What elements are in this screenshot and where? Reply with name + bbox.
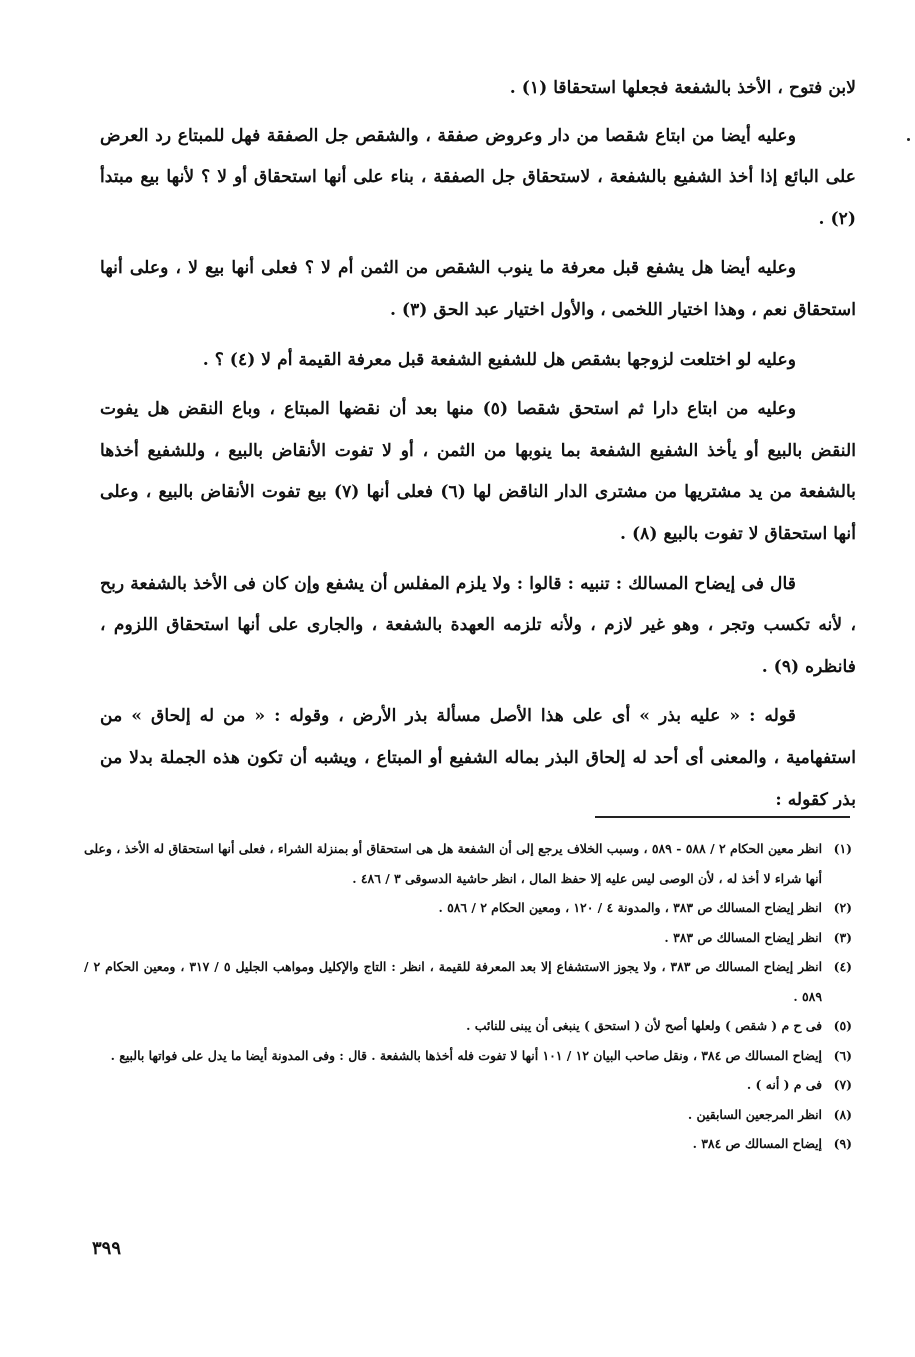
paragraph-3: وعليه أيضا هل يشفع قبل معرفة ما ينوب الشقص من الثمن أم لا ؟ فعلى أنها بيع لا ، وعلى أنها استحقاق نعم ، وهذا اختيار اللخمى ، والأول اختيار عبد الحق (٣) . bbox=[100, 258, 856, 320]
footnote-number: (٢) bbox=[833, 900, 852, 915]
footnote-number: (٣) bbox=[833, 929, 852, 945]
paragraph-1: لابن فتوح ، الأخذ بالشفعة فجعلها استحقاقا (١) . bbox=[509, 78, 856, 98]
footnote bbox=[84, 893, 852, 923]
page-number: ٣٩٩ bbox=[92, 1238, 122, 1259]
footnote-text: إيضاح المسالك ص ٣٨٤ . bbox=[692, 1136, 822, 1151]
footnote-number: (٩) bbox=[833, 1136, 852, 1151]
paragraph-7: قوله : « عليه بذر » أى على هذا الأصل مسألة بذر الأرض ، وقوله : « من له إلحاق » من استفهامية ، والمعنى أى أحد له إلحاق البذر بماله الشفيع أو المبتاع ، ويشبه أن تكون هذه الجملة بدلا من بذر كقوله : bbox=[100, 706, 856, 810]
footnote-text: انظر إيضاح المسالك ص ٣٨٣ ، ولا يجوز الاستشفاع إلا بعد المعرفة للقيمة ، انظر : التاج والإكليل ومواهب الجليل ٥ / ٣١٧ ، ومعين الحكام ٢ / ٥٨٩ . bbox=[84, 959, 823, 1004]
footnote-separator bbox=[595, 816, 850, 818]
footnote bbox=[84, 1070, 852, 1100]
footnote-number: (٧) bbox=[833, 1077, 852, 1092]
footnote-number: (٤) bbox=[833, 959, 853, 974]
footnote bbox=[84, 1100, 852, 1130]
footnote-text: انظر إيضاح المسالك ص ٣٨٣ . bbox=[664, 929, 822, 945]
footnote-text: انظر المرجعين السابقين . bbox=[687, 1106, 822, 1122]
paragraph-4: وعليه لو اختلعت لزوجها بشقص هل للشفيع الشفعة قبل معرفة القيمة أم لا (٤) ؟ . bbox=[202, 349, 796, 370]
scan-edge-mark bbox=[907, 138, 910, 141]
footnote bbox=[84, 923, 852, 953]
footnote-number: (٨) bbox=[833, 1106, 852, 1122]
footnote-number: (٥) bbox=[833, 1018, 852, 1033]
paragraph-2: وعليه أيضا من ابتاع شقصا من دار وعروض صفقة ، والشقص جل الصفقة فهل للمبتاع رد العرض على البائع إذا أخذ الشفيع بالشفعة ، لاستحقاق جل الصفقة ، بناء على أنها استحقاق أو لا ؟ لأنها بيع مبتدأ (٢) . bbox=[100, 125, 856, 229]
footnote-text: فى م ( أنه ) . bbox=[746, 1077, 822, 1092]
footnote-number: (١) bbox=[833, 841, 853, 856]
footnote-text: انظر إيضاح المسالك ص ٣٨٣ ، والمدونة ٤ / ١٢٠ ، ومعين الحكام ٢ / ٥٨٦ . bbox=[438, 900, 822, 915]
footnote-text: انظر معين الحكام ٢ / ٥٨٨ - ٥٨٩ ، وسبب الخلاف يرجع إلى أن الشفعة هل هى استحقاق أو بمنزلة الشراء ، فعلى أنها استحقاق له الأخذ ، وعلى أنها شراء لا أخذ له ، لأن الوصى ليس عليه إلا حفظ المال ، انظر حاشية الدسوقى ٣ / ٤٨٦ . bbox=[84, 841, 823, 886]
footnote-text: فى ح م ( شقص ) ولعلها أصح لأن ( استحق ) ينبغى أن يبنى للنائب . bbox=[466, 1018, 822, 1033]
footnote bbox=[84, 1041, 852, 1071]
footnote bbox=[84, 952, 852, 1011]
footnote-text: إيضاح المسالك ص ٣٨٤ ، ونقل صاحب البيان ١٢ / ١٠١ أنها لا تفوت فله أخذها بالشفعة . قال : وفى المدونة أيضا ما يدل على فواتها بالبيع . bbox=[110, 1047, 822, 1063]
footnote bbox=[84, 834, 852, 893]
footnotes bbox=[84, 834, 852, 1159]
paragraph-6: قال فى إيضاح المسالك : تنبيه : قالوا : ولا يلزم المفلس أن يشفع وإن كان فى الأخذ بالشفعة ربح ، لأنه تكسب وتجر ، وهو غير لازم ، ولأنه تلزمه العهدة بالشفعة ، والجارى على أنها استحقاق اللزوم ، فانظره (٩) . bbox=[100, 573, 856, 677]
footnote-number: (٦) bbox=[833, 1047, 852, 1063]
paragraph-5: وعليه من ابتاع دارا ثم استحق شقصا (٥) منها بعد أن نقضها المبتاع ، وباع النقض هل يفوت النقض بالبيع أو يأخذ الشفيع الشفعة بما ينوبها من الثمن ، أو لا تفوت الأنقاض بالبيع ، وللشفيع أخذها بالشفعة من يد مشتريها من مشترى الدار الناقض لها (٦) فعلى أنها (٧) بيع تفوت الأنقاض بالبيع ، وعلى أنها استحقاق لا تفوت بالبيع (٨) . bbox=[100, 399, 856, 544]
footnote bbox=[84, 1011, 852, 1041]
footnote bbox=[84, 1129, 852, 1159]
main-text bbox=[100, 68, 856, 829]
